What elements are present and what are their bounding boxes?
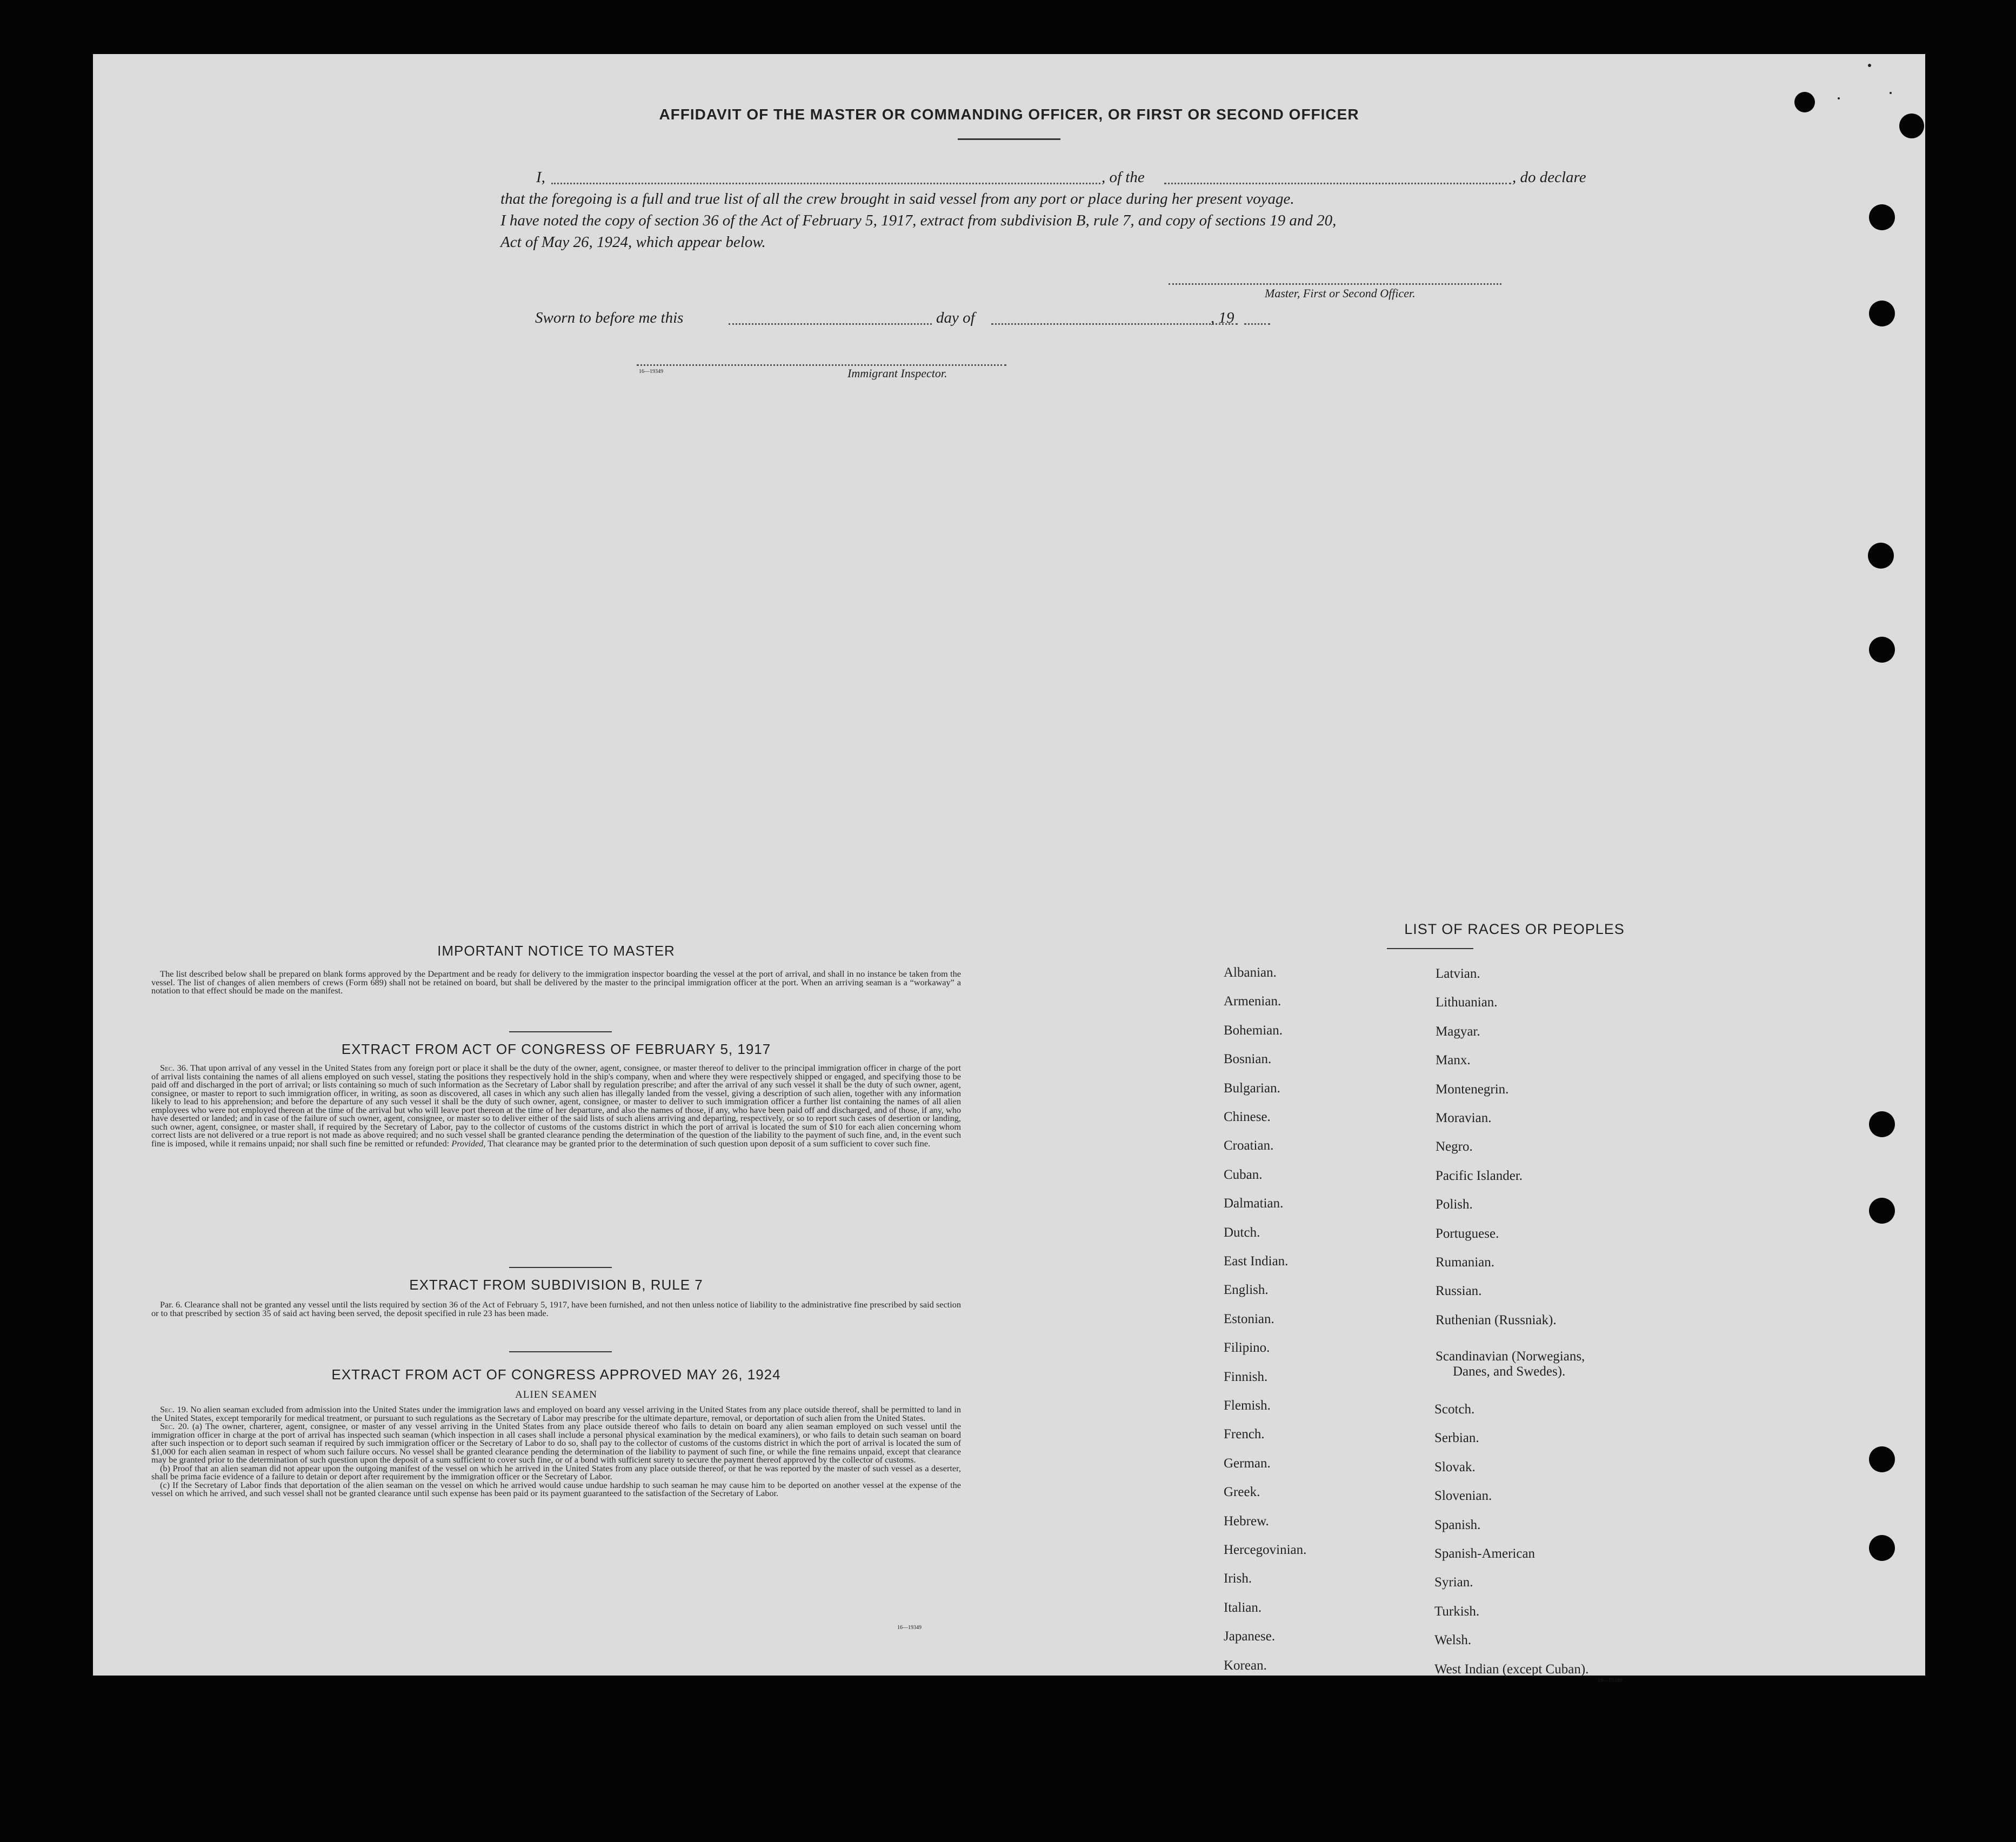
affidavit-line1-start: I, bbox=[536, 169, 545, 186]
race-item: Albanian. bbox=[1224, 965, 1277, 980]
extract-1917-text bbox=[151, 1064, 961, 1147]
race-item: Hercegovinian. bbox=[1224, 1543, 1307, 1557]
race-item: Filipino. bbox=[1224, 1340, 1270, 1356]
race-item: Armenian. bbox=[1224, 994, 1281, 1009]
speck bbox=[1838, 97, 1840, 99]
race-item: Dutch. bbox=[1224, 1225, 1260, 1240]
signature-label: Master, First or Second Officer. bbox=[1265, 286, 1416, 300]
subdivision-b-text bbox=[151, 1300, 961, 1317]
speck bbox=[1868, 64, 1871, 67]
race-item: Scotch. bbox=[1434, 1402, 1475, 1417]
punch-hole bbox=[1869, 301, 1895, 326]
proviso-label: Provided, bbox=[451, 1138, 486, 1149]
extract-1924-text bbox=[151, 1405, 961, 1498]
sec-36-body: That upon arrival of any vessel in the United States from any foreign port or place it shall be the duty of the owner, agent, consignee, or master thereof to deliver to the principal immigration officer in charge of the port of arrival lists containing the names of all aliens employed on such vessel, stating the positions they respectively hold in the ship's company, when and where they were respectively shipped or engaged, and specifying those to be paid off and discharged in the port of arrival; or lists containing so much of such information as the Secretary of Labor shall by regulation prescribe; and after the arrival of any such vessel it shall be the duty of such owner, agent, consignee, or master to report to such immigration officer, in writing, as soon as discovered, all cases in which any such alien has illegally landed from the vessel, giving a description of such alien, together with any information likely to lead to his apprehension; and before the departure of any such vessel it shall be the duty of such owner, agent, consignee, or master to deliver to such immigration officer a further list containing the names of all alien employees who were not employed thereon at the time of the arrival but who will leave port thereon at the time of her departure, and also the names of those, if any, who have been paid off and discharged, and of those, if any, who have deserted or landed; and in case of the failure of such owner, agent, consignee, or master so to deliver either of the said lists of such aliens arriving and departing, respectively, or so to report such cases of desertion or landing, such owner, agent, consignee, or master shall, if required by the Secretary of Labor, pay to the collector of customs of the customs district in which the port of arrival is located the sum of $10 for each alien concerning whom correct lists are not delivered or a true report is not made as above required; and no such vessel shall be granted clearance pending the determination of the question of the liability to the payment of such fine, and, in the event such fine is imposed, while it remains unpaid; nor shall such fine be remitted or refunded: bbox=[151, 1063, 961, 1149]
punch-hole bbox=[1869, 637, 1895, 663]
extract-1917-rule bbox=[509, 1267, 612, 1268]
race-item: Welsh. bbox=[1434, 1633, 1472, 1648]
affidavit-line4: Act of May 26, 1924, which appear below. bbox=[500, 233, 766, 251]
extract-1924-title: EXTRACT FROM ACT OF CONGRESS APPROVED MAY 26, 1924 bbox=[331, 1366, 781, 1383]
race-item: Spanish. bbox=[1434, 1517, 1481, 1532]
sworn-year-blank bbox=[1244, 323, 1270, 325]
race-item: Finnish. bbox=[1224, 1369, 1268, 1384]
race-item: Irish. bbox=[1224, 1571, 1252, 1586]
race-item: Lithuanian. bbox=[1436, 995, 1498, 1010]
sec-20a-body: (a) The owner, charterer, agent, consignee, or master of any vessel arriving in the United States from any place outside thereof who fails to detain on board any alien seaman employed on such vessel until the immigration officer in charge at the port of arrival has inspected such seaman (which inspection in all cases shall include a personal physical examination by the medical examiners), or who fails to detain such seaman on board after such inspection or to deport such seaman if required by such immigration officer or the Secretary of Labor to do so, shall pay to the collector of customs of the customs district in which the port of arrival is located the sum of $1,000 for each alien seaman in respect of whom such failure occurs. No vessel shall be granted clearance pending the determination of the liability to payment of such fine, or while the fine remains unpaid, except that clearance may be granted prior to the determination of such question upon the deposit of a sum sufficient to cover such fine, or of a bond with sufficient surety to secure the payment thereof approved by the collector of customs. bbox=[151, 1421, 961, 1465]
race-item: Flemish. bbox=[1224, 1398, 1271, 1413]
race-item: Portuguese. bbox=[1436, 1226, 1499, 1241]
race-item: Manx. bbox=[1436, 1053, 1471, 1068]
sec-20-label: Sec. 20. bbox=[160, 1421, 189, 1431]
document-page bbox=[93, 54, 1925, 1684]
race-item: Estonian. bbox=[1224, 1311, 1274, 1326]
extract-form-number: 16—19349 bbox=[897, 1625, 922, 1631]
race-item: Bohemian. bbox=[1224, 1023, 1283, 1038]
notice-title: IMPORTANT NOTICE TO MASTER bbox=[437, 943, 675, 959]
sec-20b-body: (b) Proof that an alien seaman did not appear upon the outgoing manifest of the vessel on which he arrived in the United States from any place outside thereof, or that he was reported by the master of such vessel as a deserter, shall be prima facie evidence of a failure to detain or deport after requirement by the immigration officer or the Secretary of Labor. bbox=[151, 1463, 961, 1481]
affidavit-title: AFFIDAVIT OF THE MASTER OR COMMANDING OFFICER, OR FIRST OR SECOND OFFICER bbox=[659, 106, 1359, 123]
race-item: Cuban. bbox=[1224, 1167, 1263, 1182]
race-item: Japanese. bbox=[1224, 1629, 1276, 1644]
race-item: Pacific Islander. bbox=[1436, 1168, 1523, 1183]
punch-hole bbox=[1869, 1111, 1895, 1137]
punch-hole bbox=[1868, 543, 1894, 569]
punch-hole bbox=[1869, 1198, 1895, 1224]
race-item: Slovenian. bbox=[1434, 1489, 1492, 1504]
race-item: Hebrew. bbox=[1224, 1513, 1269, 1529]
sworn-day-blank bbox=[729, 323, 932, 325]
subdivision-b-rule bbox=[509, 1351, 612, 1352]
signature-line bbox=[1169, 283, 1501, 285]
inspector-signature-line bbox=[637, 364, 1006, 366]
punch-hole bbox=[1869, 1446, 1895, 1472]
affidavit-line2: that the foregoing is a full and true list of all the crew brought in said vessel from any port or place during her present voyage. bbox=[500, 190, 1294, 208]
punch-hole bbox=[1869, 204, 1895, 230]
sec-19-label: Sec. 19. bbox=[160, 1404, 188, 1414]
sec-19-body: No alien seaman excluded from admission into the United States under the immigration laws and employed on board any vessel arriving in the United States from any place outside thereof, shall be permitted to land in the United States, except temporarily for medical treatment, or pursuant to such regulations as the Secretary of Labor may prescribe for the ultimate departure, removal, or deportation of such alien from the United States. bbox=[151, 1404, 961, 1423]
race-item: Turkish. bbox=[1434, 1604, 1480, 1619]
punch-hole bbox=[1869, 1535, 1895, 1561]
race-item: Bosnian. bbox=[1224, 1052, 1272, 1067]
race-item: French. bbox=[1224, 1427, 1265, 1442]
sworn-year-label: , 19 bbox=[1211, 309, 1234, 326]
race-item: East Indian. bbox=[1224, 1254, 1289, 1269]
affidavit-line1-mid: , of the bbox=[1102, 169, 1145, 186]
inspector-label: Immigrant Inspector. bbox=[847, 366, 947, 380]
race-item: Dalmatian. bbox=[1224, 1196, 1284, 1211]
race-scandinavian-line2: Danes, and Swedes). bbox=[1453, 1364, 1566, 1379]
race-item: Greek. bbox=[1224, 1485, 1260, 1500]
race-item: English. bbox=[1224, 1283, 1269, 1298]
punch-hole bbox=[1794, 92, 1815, 112]
affidavit-form-number: 16—19349 bbox=[639, 369, 663, 375]
race-item: Moravian. bbox=[1436, 1111, 1492, 1125]
races-title: LIST OF RACES OR PEOPLES bbox=[1404, 921, 1625, 937]
race-scandinavian-line1: Scandinavian (Norwegians, bbox=[1436, 1349, 1585, 1364]
sworn-day-label: day of bbox=[936, 309, 975, 326]
race-item: West Indian (except Cuban). bbox=[1434, 1661, 1589, 1677]
notice-text bbox=[151, 970, 961, 995]
race-item: Rumanian. bbox=[1436, 1255, 1495, 1270]
subdivision-b-title: EXTRACT FROM SUBDIVISION B, RULE 7 bbox=[409, 1277, 703, 1293]
race-item: Negro. bbox=[1436, 1139, 1473, 1154]
punch-hole bbox=[1899, 114, 1924, 138]
notice-paragraph: The list described below shall be prepared on blank forms approved by the Department and be ready for delivery to the immigration inspector boarding the vessel at the port of arrival, and shall in no instance be taken from the vessel. The list of changes of alien members of crews (Form 689) shall not be retained on board, but shall be delivered by the master to the principal immigration officer at the port. When an arriving seaman is a “workaway” a notation to that effect should be made on the manifest. bbox=[151, 969, 961, 996]
race-item: Montenegrin. bbox=[1436, 1082, 1509, 1097]
race-item: German. bbox=[1224, 1456, 1271, 1471]
subdivision-b-paragraph: Par. 6. Clearance shall not be granted any vessel until the lists required by section 36 of the Act of February 5, 1917, have been furnished, and not then unless notice of liability to the administrative fine prescribed by said section or to that prescribed by section 35 of said act having been served, the deposit specified in rule 23 has been made. bbox=[151, 1299, 961, 1318]
affidavit-line1-end: , do declare bbox=[1512, 169, 1586, 186]
sec-20c-body: (c) If the Secretary of Labor finds that deportation of the alien seaman on the vessel on which he arrived would cause undue hardship to such seaman he may cause him to be deported on another vessel at the expense of the vessel on which he arrived, and such vessel shall not be granted clearance until such expense has been paid or its payment guaranteed to the satisfaction of the Secretary of Labor. bbox=[151, 1479, 961, 1498]
affidavit-line3: I have noted the copy of section 36 of the Act of February 5, 1917, extract from subdivision B, rule 7, and copy of sections 19 and 20, bbox=[500, 212, 1337, 229]
proviso-text: That clearance may be granted prior to the determination of such question upon deposit of a sum sufficient to cover such fine. bbox=[488, 1138, 931, 1149]
sworn-month-blank bbox=[991, 323, 1238, 325]
race-scandinavian bbox=[1436, 1349, 1585, 1379]
race-item: Spanish-American bbox=[1434, 1546, 1536, 1561]
race-item: Polish. bbox=[1436, 1197, 1473, 1212]
race-item: Croatian. bbox=[1224, 1138, 1274, 1153]
affidavit-title-rule bbox=[958, 138, 1060, 140]
race-item: Chinese. bbox=[1224, 1110, 1271, 1124]
race-item: Serbian. bbox=[1434, 1431, 1479, 1446]
races-form-number: 16—19349 bbox=[1598, 1678, 1622, 1684]
sec-36-label: Sec. 36. bbox=[160, 1063, 188, 1073]
race-item: Korean. bbox=[1224, 1658, 1267, 1673]
races-title-rule bbox=[1387, 948, 1473, 949]
vessel-blank bbox=[1164, 183, 1511, 184]
race-item: Italian. bbox=[1224, 1600, 1262, 1615]
race-item: Syrian. bbox=[1434, 1575, 1473, 1590]
alien-seamen-subtitle: ALIEN SEAMEN bbox=[515, 1389, 597, 1400]
race-item: Ruthenian (Russniak). bbox=[1436, 1312, 1557, 1327]
extract-1917-title: EXTRACT FROM ACT OF CONGRESS OF FEBRUARY 5, 1917 bbox=[341, 1041, 771, 1057]
race-item: Russian. bbox=[1436, 1284, 1482, 1299]
race-item: Bulgarian. bbox=[1224, 1080, 1280, 1096]
name-blank bbox=[551, 183, 1100, 184]
sworn-text: Sworn to before me this bbox=[535, 309, 684, 326]
race-item: Slovak. bbox=[1434, 1459, 1476, 1474]
race-item: Latvian. bbox=[1436, 966, 1480, 981]
race-item: Magyar. bbox=[1436, 1024, 1480, 1039]
notice-rule bbox=[509, 1031, 612, 1032]
speck bbox=[1890, 92, 1892, 94]
